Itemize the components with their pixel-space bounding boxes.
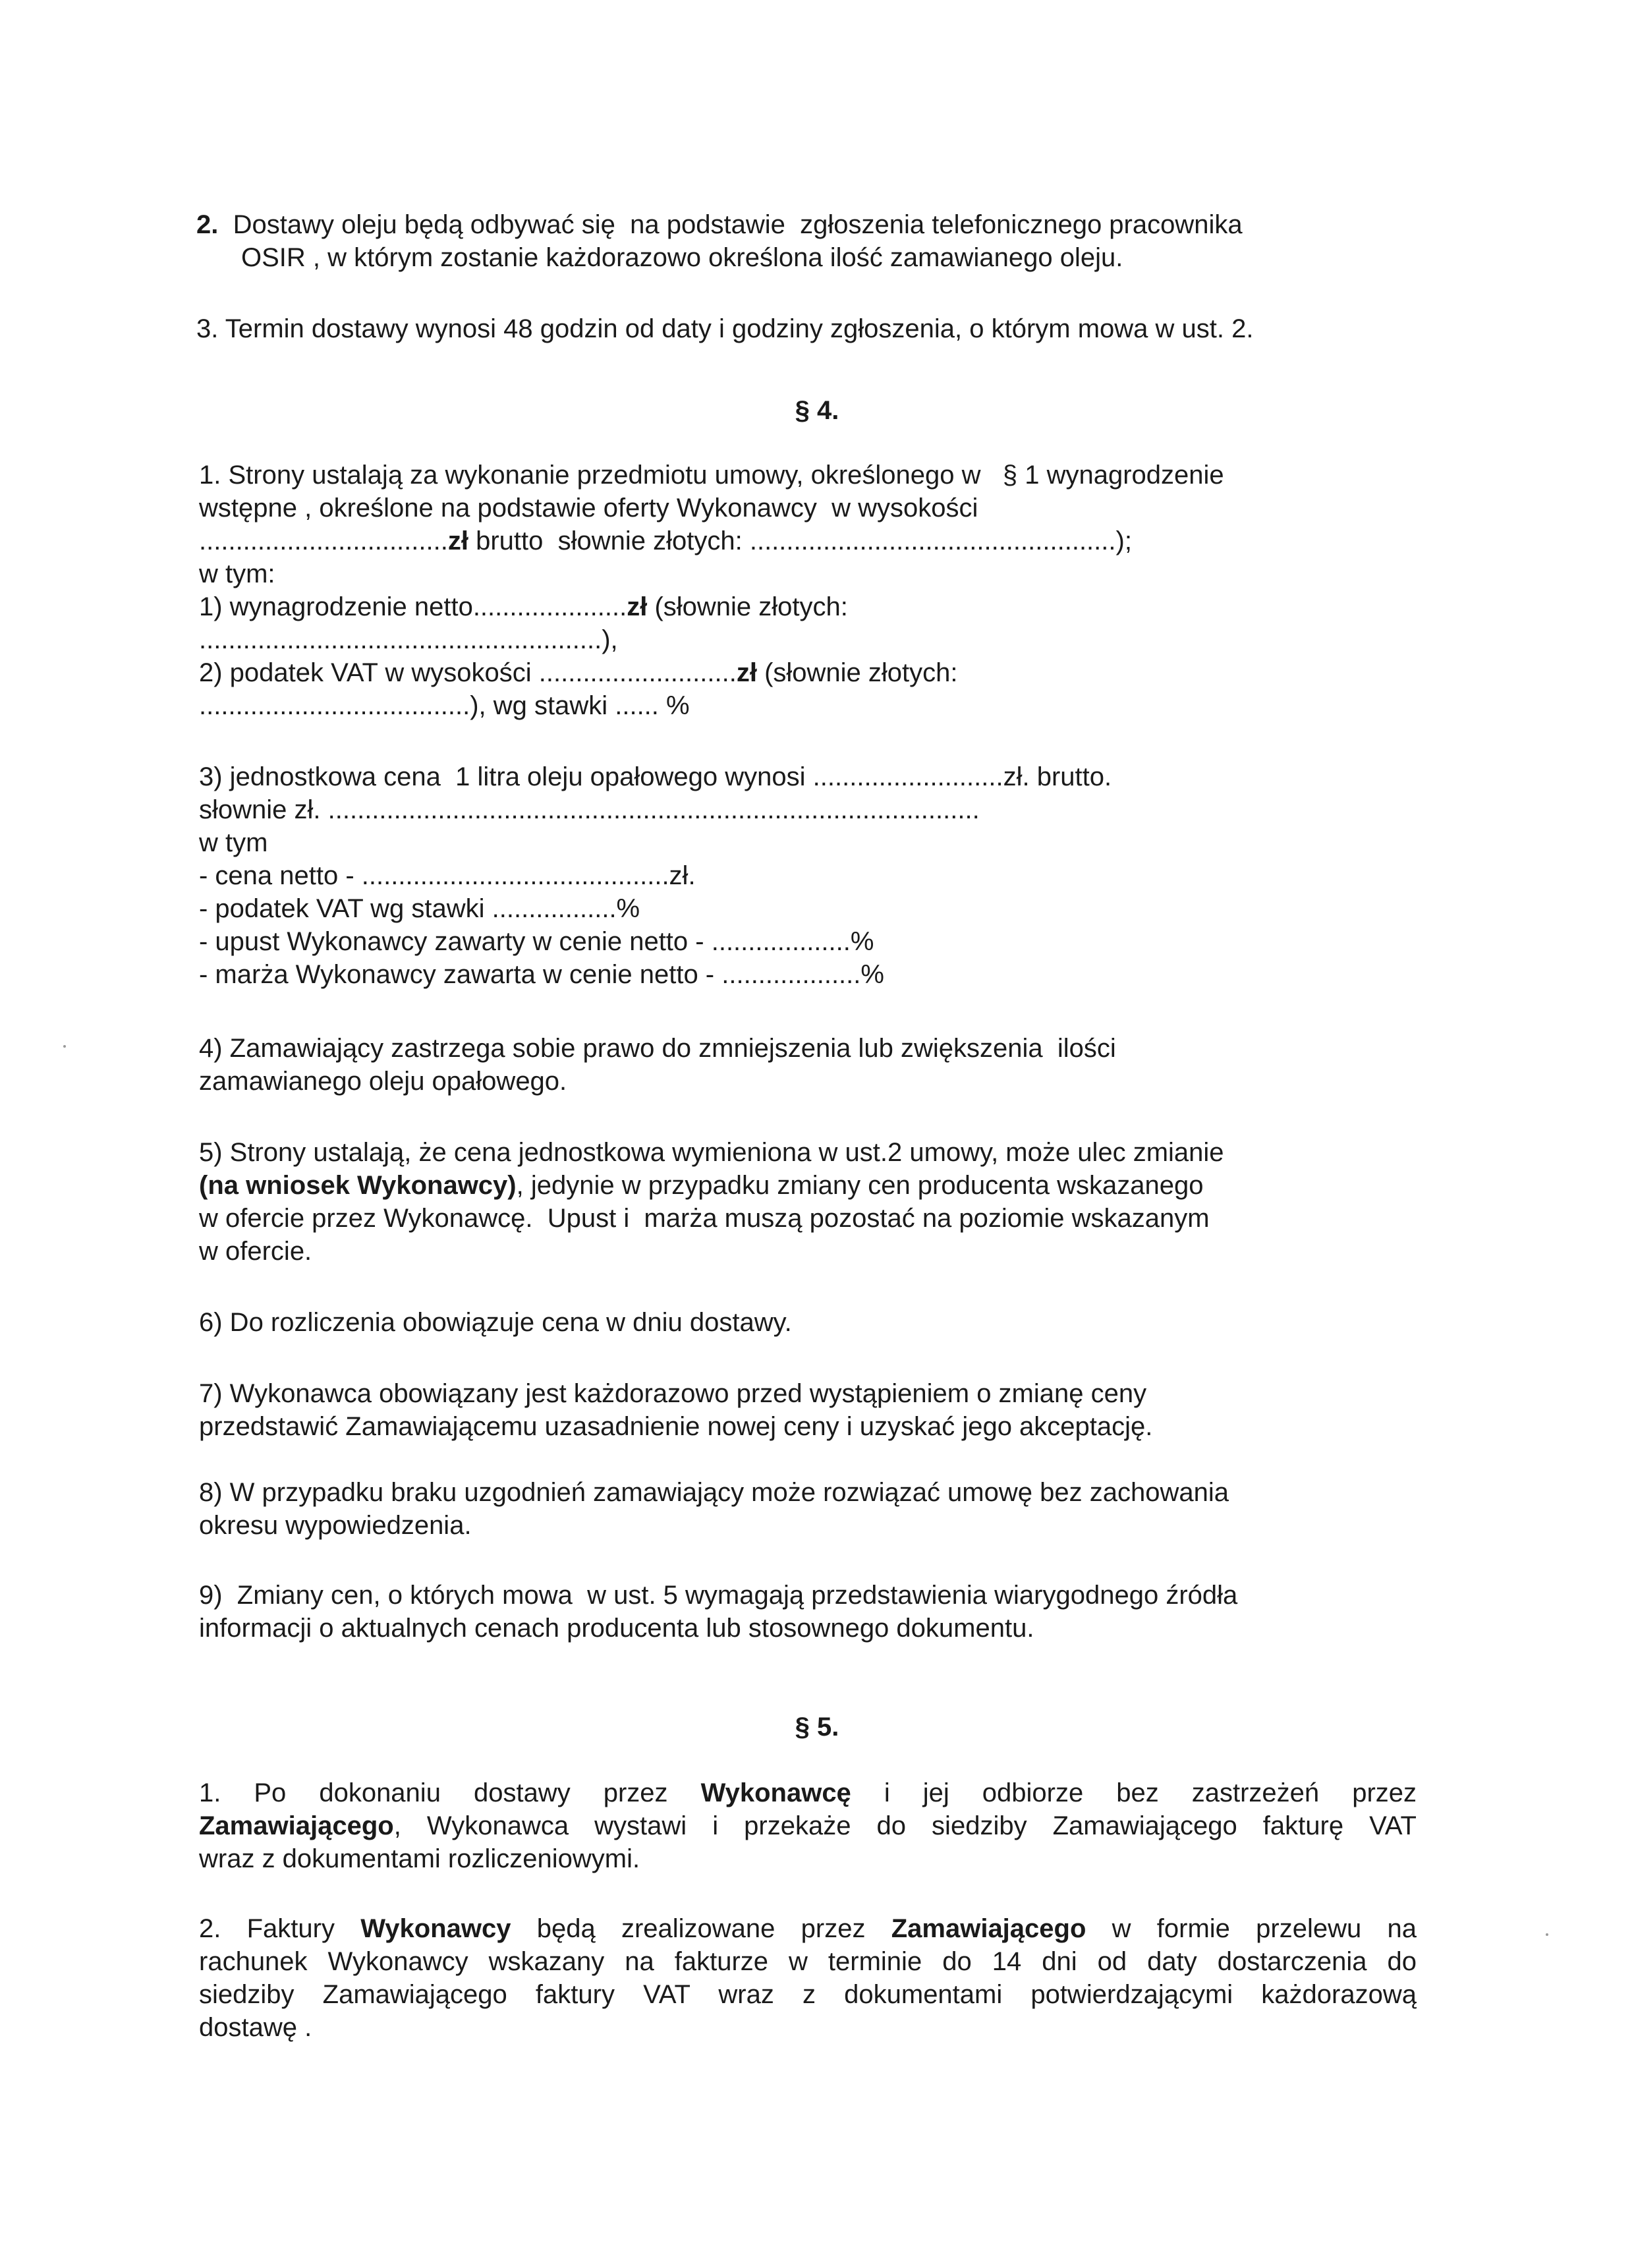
s5-point-1-line-2: Zamawiającego, Wykonawca wystawi i przekaże do siedziby Zamawiającego fakturę VAT xyxy=(199,1811,1417,1840)
scan-speck xyxy=(63,1045,66,1048)
item-5-line-3: w ofercie przez Wykonawcę. Upust i marża muszą pozostać na poziomie wskazanym xyxy=(199,1204,1210,1233)
s4-line-2: wstępne , określone na podstawie oferty Wykonawcy w wysokości xyxy=(199,494,978,523)
s5-point-1-line-3: wraz z dokumentami rozliczeniowymi. xyxy=(199,1844,640,1873)
item-3-line-1: 3) jednostkowa cena 1 litra oleju opałowego wynosi ..........................zł. brutto. xyxy=(199,762,1112,791)
item-6: 6) Do rozliczenia obowiązuje cena w dniu dostawy. xyxy=(199,1308,792,1337)
paragraph-2-text: Dostawy oleju będą odbywać się na podstawie zgłoszenia telefonicznego pracownika xyxy=(233,210,1243,239)
item-8-line-1: 8) W przypadku braku uzgodnień zamawiający może rozwiązać umowę bez zachowania xyxy=(199,1478,1229,1507)
s4-gross-amount-line: ..................................zł brutto słownie złotych: ..................................................); xyxy=(199,526,1132,555)
s5-point-2-line-3: siedziby Zamawiającego faktury VAT wraz z dokumentami potwierdzającymi każdorazową xyxy=(199,1980,1417,2009)
section-4-heading: § 4. xyxy=(795,396,839,425)
item-5-line-1: 5) Strony ustalają, że cena jednostkowa wymieniona w ust.2 umowy, może ulec zmianie xyxy=(199,1138,1224,1167)
s5-point-1-line-1: 1. Po dokonaniu dostawy przez Wykonawcę i jej odbiorze bez zastrzeżeń przez xyxy=(199,1778,1417,1807)
s5-point-2-line-1: 2. Faktury Wykonawcy będą zrealizowane przez Zamawiającego w formie przelewu na xyxy=(199,1914,1417,1943)
item-9-line-1: 9) Zmiany cen, o których mowa w ust. 5 wymagają przedstawienia wiarygodnego źródła xyxy=(199,1581,1238,1610)
paragraph-2-line-1 xyxy=(196,208,1243,241)
item-5-line-4: w ofercie. xyxy=(199,1237,312,1266)
section-5-heading: § 5. xyxy=(795,1713,839,1742)
scan-speck xyxy=(1546,1933,1548,1936)
item-3-net-price: - cena netto - ..........................................zł. xyxy=(199,861,696,890)
s4-line-1: 1. Strony ustalają za wykonanie przedmiotu umowy, określonego w § 1 wynagrodzenie xyxy=(199,461,1224,490)
item-5-line-2: (na wniosek Wykonawcy), jedynie w przypadku zmiany cen producenta wskazanego xyxy=(199,1171,1204,1200)
item-8-line-2: okresu wypowiedzenia. xyxy=(199,1511,472,1540)
item-7-line-1: 7) Wykonawca obowiązany jest każdorazowo przed wystąpieniem o zmianę ceny xyxy=(199,1379,1147,1408)
s4-net-remuneration: 1) wynagrodzenie netto.....................zł (słownie złotych: xyxy=(199,592,848,621)
item-4-line-1: 4) Zamawiający zastrzega sobie prawo do zmniejszenia lub zwiększenia ilości xyxy=(199,1034,1116,1063)
item-3-vat-rate: - podatek VAT wg stawki .................% xyxy=(199,894,640,923)
paragraph-3: 3. Termin dostawy wynosi 48 godzin od daty i godziny zgłoszenia, o którym mowa w ust. 2. xyxy=(196,314,1254,343)
item-3-line-3: w tym xyxy=(199,828,268,857)
item-4-line-2: zamawianego oleju opałowego. xyxy=(199,1067,567,1096)
s5-point-2-line-4: dostawę . xyxy=(199,2013,312,2042)
s5-point-2-line-2: rachunek Wykonawcy wskazany na fakturze w terminie do 14 dni od daty dostarczenia do xyxy=(199,1947,1417,1976)
s4-net-words-line: .......................................................), xyxy=(199,625,618,654)
paragraph-2-line-2: OSIR , w którym zostanie każdorazowo określona ilość zamawianego oleju. xyxy=(241,243,1123,272)
item-9-line-2: informacji o aktualnych cenach producenta lub stosownego dokumentu. xyxy=(199,1614,1034,1643)
item-3-line-2: słownie zł. ......................................................................................... xyxy=(199,795,980,824)
s4-vat-words-rate: .....................................), wg stawki ...... % xyxy=(199,691,690,720)
item-3-discount: - upust Wykonawcy zawarty w cenie netto - ...................% xyxy=(199,927,874,956)
s4-line-w-tym: w tym: xyxy=(199,559,275,588)
item-7-line-2: przedstawić Zamawiającemu uzasadnienie nowej ceny i uzyskać jego akceptację. xyxy=(199,1412,1153,1441)
paragraph-2-number: 2. xyxy=(196,210,219,239)
item-3-margin: - marża Wykonawcy zawarta w cenie netto - ...................% xyxy=(199,960,884,989)
s4-vat-amount: 2) podatek VAT w wysokości ...........................zł (słownie złotych: xyxy=(199,658,958,687)
